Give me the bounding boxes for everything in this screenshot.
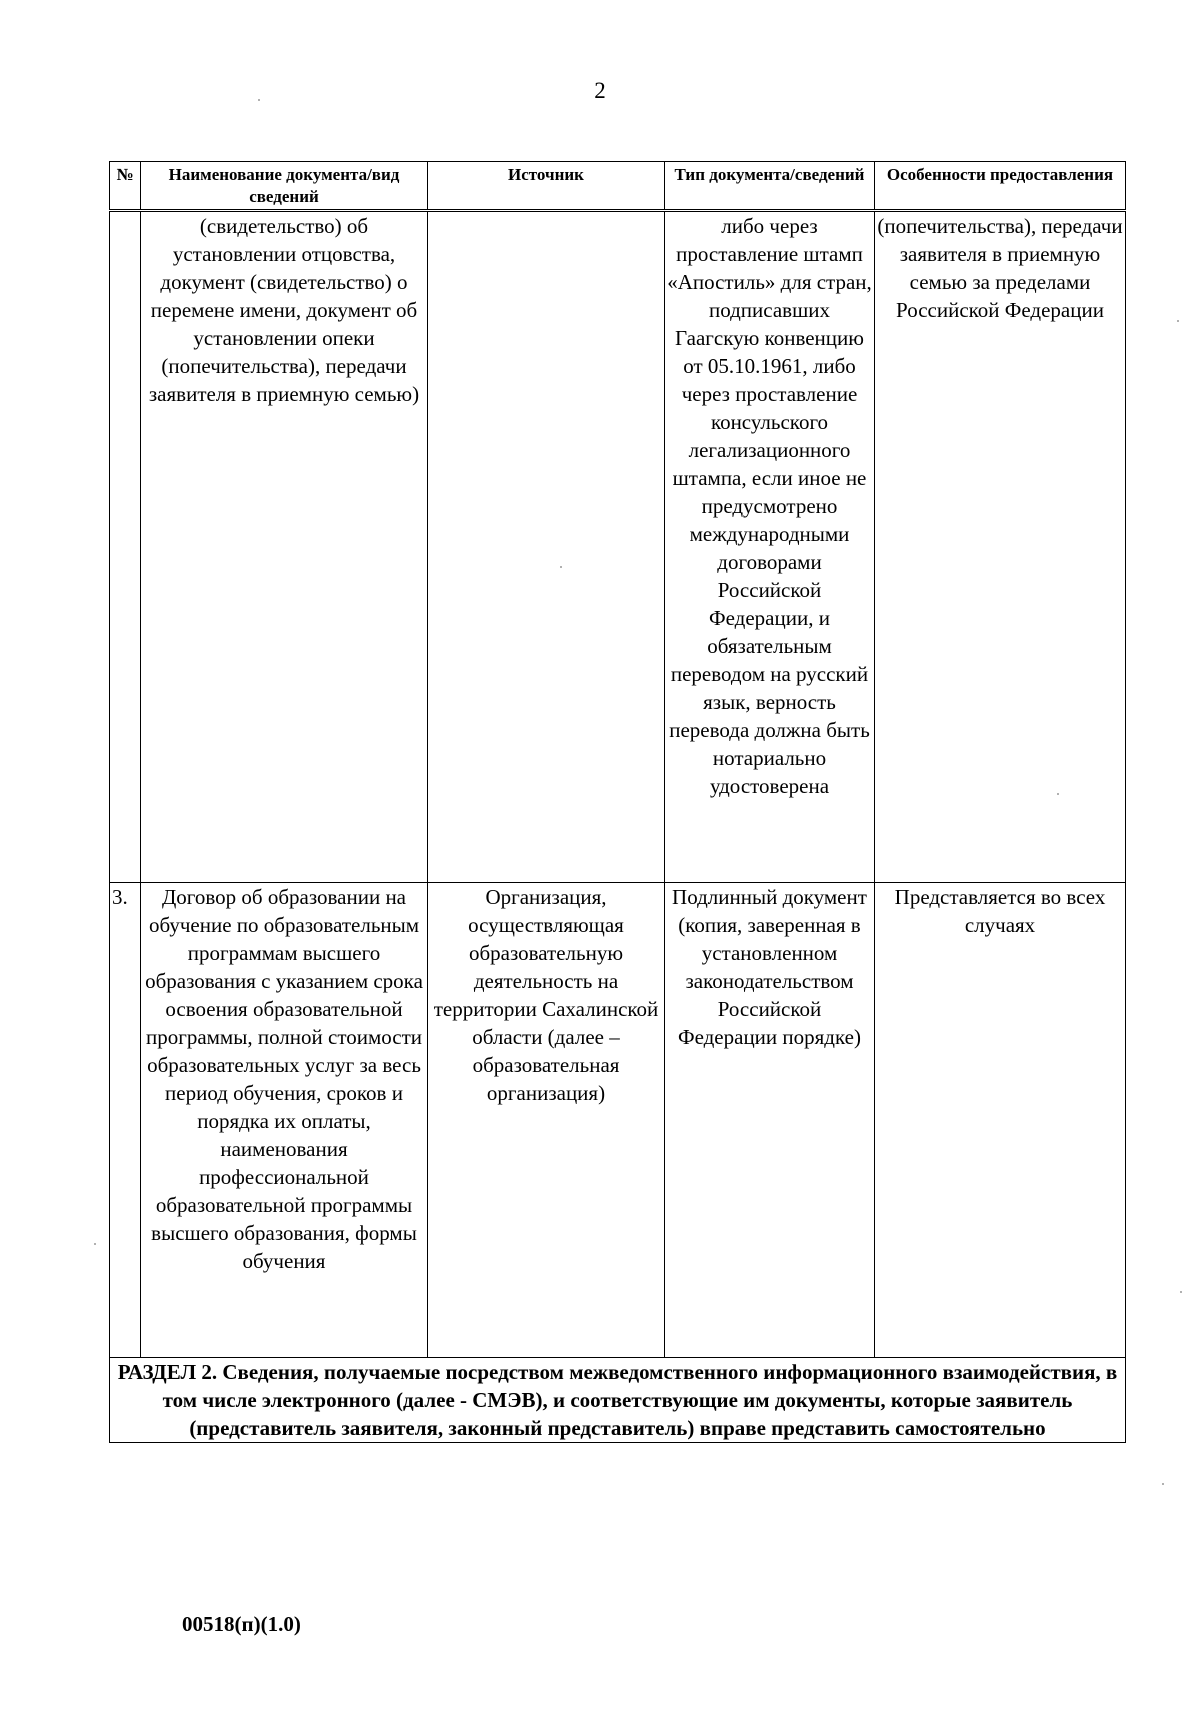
header-name: Наименование документа/вид сведений — [141, 162, 428, 211]
scan-speck — [1162, 1483, 1164, 1485]
header-type: Тип документа/сведений — [665, 162, 875, 211]
row-features: Представляется во всех случаях — [875, 883, 1126, 1358]
header-num: № — [110, 162, 141, 211]
scan-speck — [94, 1243, 96, 1245]
header-source: Источник — [428, 162, 665, 211]
scan-speck — [560, 566, 562, 568]
row-source: Организация, осуществляющая образовательную деятельность на территории Сахалинской области (далее – образовательная организация) — [428, 883, 665, 1358]
row-features: (попечительства), передачи заявителя в приемную семью за пределами Российской Федерации — [875, 211, 1126, 883]
document-code: 00518(п)(1.0) — [182, 1612, 301, 1636]
page-number: 2 — [594, 78, 606, 103]
section-heading: РАЗДЕЛ 2. Сведения, получаемые посредством межведомственного информационного взаимодействия, в том числе электронного (далее - СМЭВ), и соответствующие им документы, которые заявитель (представитель заявителя, законный представитель) вправе представить самостоятельно — [110, 1358, 1126, 1443]
row-name: (свидетельство) об установлении отцовства, документ (свидетельство) о перемене имени, документ об установлении опеки (попечительства), передачи заявителя в приемную семью) — [141, 211, 428, 883]
section-row — [110, 1358, 1126, 1443]
row-num — [110, 211, 141, 883]
row-name: Договор об образовании на обучение по образовательным программам высшего образования с указанием срока освоения образовательной программы, полной стоимости образовательных услуг за весь период обучения, сроков и порядка их оплаты, наименования профессиональной образовательной программы высшего образования, формы обучения — [141, 883, 428, 1358]
table-header-row — [110, 162, 1126, 211]
scan-speck — [1057, 793, 1059, 795]
row-source — [428, 211, 665, 883]
scan-speck — [1180, 1291, 1182, 1293]
row-type: либо через проставление штамп «Апостиль» для стран, подписавших Гаагскую конвенцию от 05.10.1961, либо через проставление консульского легализационного штампа, если иное не предусмотрено международными договорами Российской Федерации, и обязательным переводом на русский язык, верность перевода должна быть нотариально удостоверена — [665, 211, 875, 883]
document-table — [109, 161, 1126, 1443]
scan-speck — [258, 99, 260, 101]
header-features: Особенности предоставления — [875, 162, 1126, 211]
scan-speck — [1177, 320, 1179, 322]
row-type: Подлинный документ (копия, заверенная в установленном законодательством Российской Федерации порядке) — [665, 883, 875, 1358]
table-row — [110, 883, 1126, 1358]
table-row — [110, 211, 1126, 883]
row-num: 3. — [110, 883, 141, 1358]
